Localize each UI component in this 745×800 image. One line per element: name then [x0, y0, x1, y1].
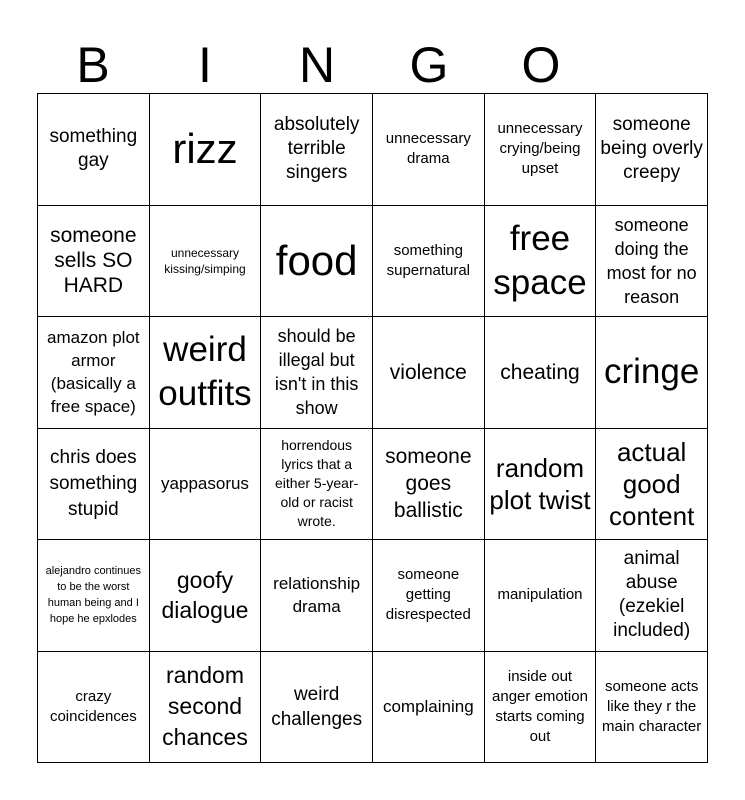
cell-text: relationship drama — [273, 574, 361, 617]
cell-text: inside out anger emotion starts coming out — [492, 667, 588, 745]
cell-text: someone getting disrespected — [385, 566, 471, 624]
bingo-cell[interactable] — [38, 206, 150, 318]
cell-text: actual good content — [609, 436, 695, 531]
cell-text: horrendous lyrics that a either 5-year- old or racist wrote. — [275, 437, 359, 530]
cell-text: amazon plot armor (basically a free space) — [47, 328, 140, 417]
cell-text: unnecessary drama — [385, 130, 471, 168]
cell-text: absolutely terrible singers — [273, 114, 360, 184]
cell-text: weird challenges — [271, 683, 363, 730]
bingo-cell[interactable] — [38, 94, 150, 206]
bingo-cell[interactable] — [150, 317, 262, 429]
header-letter-i: I — [198, 37, 212, 93]
bingo-cell[interactable] — [596, 94, 708, 206]
bingo-cell[interactable] — [261, 206, 373, 318]
header-letter-n: N — [298, 37, 336, 93]
cell-text: weird outfits — [158, 330, 252, 414]
cell-text: food — [275, 236, 358, 284]
bingo-cell[interactable] — [38, 540, 150, 652]
bingo-cell[interactable] — [485, 206, 597, 318]
bingo-cell[interactable] — [150, 206, 262, 318]
bingo-cell[interactable] — [150, 652, 262, 764]
bingo-cell[interactable] — [373, 317, 485, 429]
cell-text: violence — [389, 360, 467, 384]
bingo-cell[interactable] — [373, 206, 485, 318]
cell-text: animal abuse (ezekiel included) — [613, 548, 691, 642]
cell-text: alejandro continues to be the worst human being and I hope he epxlodes — [45, 565, 142, 626]
header-letter-b: B — [76, 37, 110, 93]
cell-text: something supernatural — [386, 241, 471, 279]
bingo-cell[interactable] — [485, 540, 597, 652]
bingo-cell[interactable] — [596, 206, 708, 318]
cell-text: someone acts like they r the main character — [602, 677, 702, 735]
cell-text: goofy dialogue — [161, 567, 249, 624]
bingo-cell[interactable] — [261, 94, 373, 206]
bingo-cell[interactable] — [596, 429, 708, 541]
cell-text: crazy coincidences — [49, 687, 137, 725]
bingo-cell[interactable] — [373, 94, 485, 206]
header-letter-o: O — [521, 37, 561, 93]
bingo-cell[interactable] — [38, 429, 150, 541]
cell-text: unnecessary kissing/simping — [164, 245, 246, 276]
bingo-cell[interactable] — [38, 652, 150, 764]
cell-text: manipulation — [497, 586, 583, 604]
bingo-cell[interactable] — [261, 540, 373, 652]
bingo-cell[interactable] — [485, 652, 597, 764]
cell-text: should be illegal but isn't in this show — [274, 326, 359, 419]
cell-text: someone doing the most for no reason — [606, 214, 697, 307]
bingo-cell[interactable] — [596, 317, 708, 429]
cell-text: something gay — [49, 126, 138, 172]
cell-text: cheating — [500, 360, 580, 384]
bingo-cell[interactable] — [596, 540, 708, 652]
cell-text: someone sells SO HARD — [50, 224, 137, 298]
bingo-cell[interactable] — [373, 540, 485, 652]
bingo-cell[interactable] — [485, 429, 597, 541]
bingo-cell[interactable] — [485, 317, 597, 429]
bingo-cell[interactable] — [261, 652, 373, 764]
bingo-header — [37, 36, 708, 94]
bingo-grid — [37, 93, 708, 763]
header-letter-g: G — [409, 37, 449, 93]
cell-text: someone goes ballistic — [385, 445, 472, 523]
bingo-cell[interactable] — [261, 317, 373, 429]
bingo-cell[interactable] — [373, 429, 485, 541]
bingo-cell[interactable] — [38, 317, 150, 429]
cell-text: unnecessary crying/being upset — [497, 120, 583, 178]
cell-text: complaining — [382, 697, 474, 717]
bingo-cell[interactable] — [150, 540, 262, 652]
cell-text: chris does something stupid — [49, 446, 138, 520]
bingo-cell[interactable] — [150, 429, 262, 541]
bingo-cell[interactable] — [150, 94, 262, 206]
bingo-cell[interactable] — [596, 652, 708, 764]
cell-text: yappasorus — [161, 474, 249, 494]
bingo-cell[interactable] — [373, 652, 485, 764]
cell-text: rizz — [172, 125, 238, 173]
cell-text: someone being overly creepy — [600, 114, 703, 184]
cell-text: cringe — [603, 352, 700, 392]
cell-text: random second chances — [162, 662, 248, 751]
bingo-cell[interactable] — [485, 94, 597, 206]
bingo-cell[interactable] — [261, 429, 373, 541]
cell-text: random plot twist — [489, 452, 591, 515]
cell-text: free space — [493, 218, 587, 302]
